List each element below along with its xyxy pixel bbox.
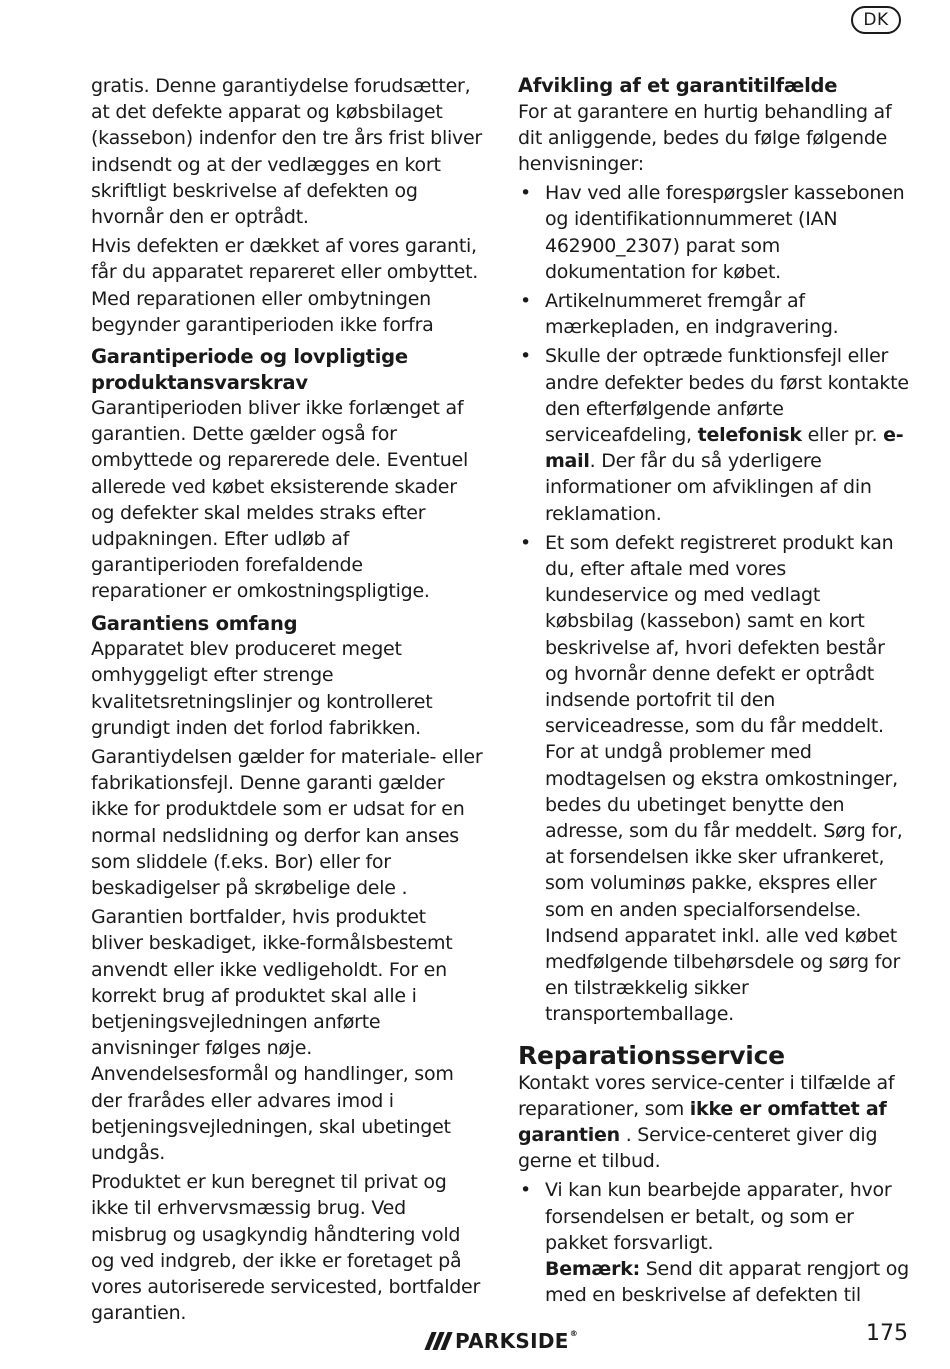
list-item	[518, 1177, 910, 1308]
list-item-text: eller pr.	[807, 423, 878, 446]
paragraph: Produktet er kun beregnet til privat og ikke til erhvervsmæssig brug. Ved misbrug og usagkyndig håndtering vold og ved indgreb, der ikke er foretaget på vores autoriserede servicested, bortfalder garantien.	[91, 1171, 481, 1325]
paragraph: Apparatet blev produceret meget omhyggeligt efter strenge kvalitetsretningslinjer og kontrolleret grundigt inden det forlod fabrikken.	[91, 638, 433, 739]
trademark-symbol: ®	[569, 1329, 579, 1338]
brand-name	[455, 1329, 578, 1353]
section-heading: Garantiens omfang	[91, 611, 298, 635]
emphasis-text: ikke er omfattet af garantien	[518, 1097, 887, 1147]
paragraph	[518, 1070, 910, 1175]
logo-slashes-icon	[428, 1332, 449, 1350]
list-item-text: Skulle der optræde funktionsfejl eller andre defekter bedes du først kontakte den efterfølgende anførte serviceafdeling,	[545, 345, 909, 446]
paragraph: Hvis defekten er dækket af vores garanti, får du apparatet repareret eller ombyttet. Med reparationen eller ombytningen begynder garantiperioden ikke forfra	[91, 235, 479, 336]
brand-logo	[428, 1328, 578, 1354]
section-heading: Afvikling af et garantitilfælde	[518, 74, 838, 97]
note-label: Bemærk:	[545, 1258, 640, 1281]
bullet-list	[518, 1177, 910, 1308]
paragraph: gratis. Denne garantiydelse forudsætter, at det defekte apparat og købsbilaget (kassebon) indenfor den tre års frist bliver indsendt og at der vedlægges en kort skriftligt beskrivelse af defekten og hvornår den er optrådt.	[91, 75, 482, 229]
right-column	[518, 73, 910, 1311]
list-item-text: Vi kan kun bearbejde apparater, hvor forsendelsen er betalt, og som er pakket forsvarligt.	[545, 1179, 892, 1254]
list-item: • Hav ved alle forespørgsler kassebonen og identifikationnummeret (IAN 462900_2307) parat som dokumentation for købet.	[518, 180, 910, 285]
list-item: • Artikelnummeret fremgår af mærkepladen, en indgravering.	[518, 288, 910, 340]
list-item-text: . Der får du så yderligere informationer om afviklingen af din reklamation.	[545, 450, 872, 525]
paragraph: Garantien bortfalder, hvis produktet bliver beskadiget, ikke-formålsbestemt anvendt eller ikke vedligeholdt. For en korrekt brug af produktet skal alle i betjeningsvejledningen anførte anvisninger følges nøje. Anvendelsesformål og handlinger, som der frarådes eller advares imod i betjeningsvejledningen, skal ubetinget undgås.	[91, 906, 454, 1165]
brand-text: PARKSIDE	[455, 1329, 569, 1353]
bullet-list	[518, 180, 910, 1028]
language-badge: DK	[851, 6, 901, 34]
left-column	[91, 73, 483, 1329]
paragraph: For at garantere en hurtig behandling af dit anliggende, bedes du følge følgende henvisninger:	[518, 100, 892, 175]
emphasis-phone: telefonisk	[697, 423, 802, 446]
paragraph-text: . Service-centeret giver dig gerne et tilbud.	[518, 1124, 878, 1173]
paragraph: Garantiperioden bliver ikke forlænget af garantien. Dette gælder også for ombyttede og reparerede dele. Eventuel allerede ved købet eksisterende skader og defekter skal meldes straks efter udpakningen. Efter udløb af garantiperioden forefaldende reparationer er omkostningspligtige.	[91, 397, 469, 603]
section-heading: Garantiperiode og lovpligtige produktansvarskrav	[91, 345, 408, 394]
paragraph-text: Kontakt vores service-center i tilfælde af reparationer, som	[518, 1071, 895, 1120]
section-title: Reparationsservice	[518, 1040, 785, 1070]
list-item	[518, 343, 910, 526]
paragraph: Garantiydelsen gælder for materiale- eller fabrikationsfejl. Denne garanti gælder ikke for produktdele som er udsat for en normal nedslidning og derfor kan anses som sliddele (f.eks. Bor) eller for beskadigelser på skrøbelige dele .	[91, 745, 483, 899]
note-text: Send dit apparat rengjort og med en beskrivelse af defekten til	[545, 1258, 909, 1307]
list-item: • Et som defekt registreret produkt kan du, efter aftale med vores kundeservice og med vedlagt købsbilag (kassebon) samt en kort beskrivelse af, hvori defekten består og hvornår denne defekt er optrådt indsende portofrit til den serviceadresse, som du får meddelt. For at undgå problemer med modtagelsen og ekstra omkostninger, bedes du ubetinget benytte den adresse, som du får meddelt. Sørg for, at forsendelsen ikke sker ufrankeret, som voluminøs pakke, ekspres eller som en anden specialforsendelse. Indsend apparatet inkl. alle ved købet medfølgende tilbehørsdele og sørg for en tilstrækkelig sikker transportemballage.	[518, 530, 910, 1028]
page-number: 175	[866, 1321, 908, 1346]
emphasis-email: e-mail	[545, 423, 904, 473]
